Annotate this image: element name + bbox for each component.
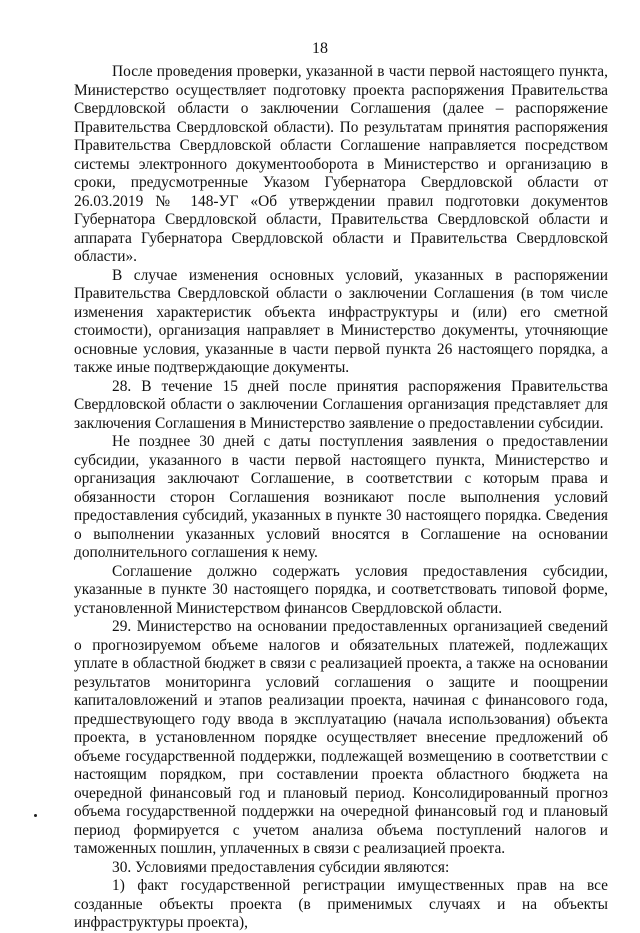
paragraph-8: 1) факт государственной регистрации имущественных прав на все созданные объекты проекта (в применимых случаях и на объекты инфраструктуры проекта),: [74, 877, 608, 931]
scan-speck: [34, 814, 37, 817]
paragraph-7: 30. Условиями предоставления субсидии являются:: [112, 858, 450, 876]
paragraph-3: 28. В течение 15 дней после принятия распоряжения Правительства Свердловской области о заключении Соглашения организация представляет для заключения Соглашения в Министерство заявление о предоставлении субсидии.: [74, 377, 608, 432]
paragraph-5: Соглашение должно содержать условия предоставления субсидии, указанные в пункте 30 настоящего порядка, и соответствовать типовой форме, установленной Министерством финансов Свердловской области.: [74, 562, 608, 617]
paragraph-4: Не позднее 30 дней с даты поступления заявления о предоставлении субсидии, указанного в части первой настоящего пункта, Министерство и организация заключают Соглашение, в соответствии с которым права и обязанности сторон Соглашения возникают после выполнения условий предоставления субсидий, указанных в пункте 30 настоящего порядка. Сведения о выполнении указанных условий вносятся в Соглашение на основании дополнительного соглашения к нему.: [74, 433, 608, 561]
paragraph-1: После проведения проверки, указанной в части первой настоящего пункта, Министерство осуществляет подготовку проекта распоряжения Правительства Свердловской области о заключении Соглашения (далее – распоряжение Правительства Свердловской области). По результатам принятия распоряжения Правительства Свердловской области Соглашение направляется посредством системы электронного документооборота в Министерство и организацию в сроки, предусмотренные Указом Губернатора Свердловской области от 26.03.2019 № 148-УГ «Об утверждении правил подготовки документов Губернатора Свердловской области, Правительства Свердловской области и аппарата Губернатора Свердловской области и Правительства Свердловской области».: [74, 63, 608, 265]
page-number: 18: [312, 40, 328, 57]
document-body: [74, 63, 608, 933]
paragraph-2: В случае изменения основных условий, указанных в распоряжении Правительства Свердловской области о заключении Соглашения (в том числе изменения характеристик объекта инфраструктуры и (или) его сметной стоимости), организация направляет в Министерство документы, уточняющие основные условия, указанные в части первой пункта 26 настоящего порядка, а также иные подтверждающие документы.: [74, 266, 608, 376]
paragraph-6: 29. Министерство на основании предоставленных организацией сведений о прогнозируемом объеме налогов и обязательных платежей, подлежащих уплате в областной бюджет в связи с реализацией проекта, а также на основании результатов мониторинга условий соглашения о защите и поощрении капиталовложений и этапов реализации проекта, начиная с финансового года, предшествующего году ввода в эксплуатацию (начала использования) объекта проекта, в установленном порядке осуществляет внесение предложений об объеме государственной поддержки, подлежащей возмещению в соответствии с настоящим порядком, при составлении проекта областного бюджета на очередной финансовый год и плановый период. Консолидированный прогноз объема государственной поддержки на очередной финансовый год и плановый период формируется с учетом анализа объема поступлений налогов и таможенных пошлин, уплаченных в связи с реализацией проекта.: [74, 618, 608, 857]
